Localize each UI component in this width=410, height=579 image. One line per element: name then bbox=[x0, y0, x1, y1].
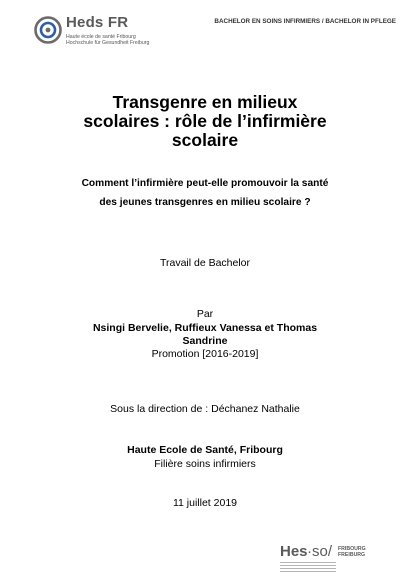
hes-so-logo-city-fr: FRIBOURG bbox=[338, 546, 366, 552]
program-header: BACHELOR EN SOINS INFIRMIERS / BACHELOR IN PFLEGE bbox=[214, 18, 396, 25]
hes-so-logo-city bbox=[338, 546, 366, 558]
title-line: Transgenre en milieux bbox=[112, 92, 298, 112]
by-label: Par bbox=[196, 308, 214, 320]
supervisor: Sous la direction de : Déchanez Nathalie bbox=[110, 403, 300, 415]
subtitle-line: des jeunes transgenres en milieu scolaire ? bbox=[99, 197, 311, 208]
document-title bbox=[0, 93, 410, 150]
submission-date: 11 juillet 2019 bbox=[172, 497, 238, 509]
work-type: Travail de Bachelor bbox=[159, 257, 251, 269]
subtitle-line: Comment l’infirmière peut-elle promouvoir la santé bbox=[81, 178, 329, 189]
study-track: Filière soins infirmiers bbox=[154, 458, 256, 470]
heds-logo-mark-icon bbox=[34, 16, 62, 44]
authors-line: Nsingi Bervelie, Ruffieux Vanessa et Thomas bbox=[92, 322, 318, 334]
title-line: scolaires : rôle de l’infirmière bbox=[83, 111, 327, 131]
hes-so-logo-hes: Hes bbox=[280, 543, 308, 560]
promotion: Promotion [2016-2019] bbox=[151, 348, 259, 360]
heds-fr-logo bbox=[34, 14, 164, 52]
logo-school-fr: Haute école de santé Fribourg bbox=[66, 34, 136, 40]
hes-so-logo-city-de: FREIBURG bbox=[338, 552, 366, 558]
title-line: scolaire bbox=[171, 130, 239, 150]
hes-so-logo bbox=[280, 543, 400, 577]
school-name: Haute Ecole de Santé, Fribourg bbox=[127, 444, 283, 456]
hes-so-logo-so: ·so/ bbox=[307, 543, 333, 560]
authors bbox=[0, 322, 410, 348]
hes-so-logo-fineprint-icon bbox=[280, 562, 336, 574]
logo-school-de: Hochschule für Gesundheit Freiburg bbox=[66, 40, 150, 46]
logo-brand-text: Heds FR bbox=[66, 14, 129, 31]
research-question bbox=[0, 174, 410, 212]
authors-line: Sandrine bbox=[182, 335, 228, 347]
